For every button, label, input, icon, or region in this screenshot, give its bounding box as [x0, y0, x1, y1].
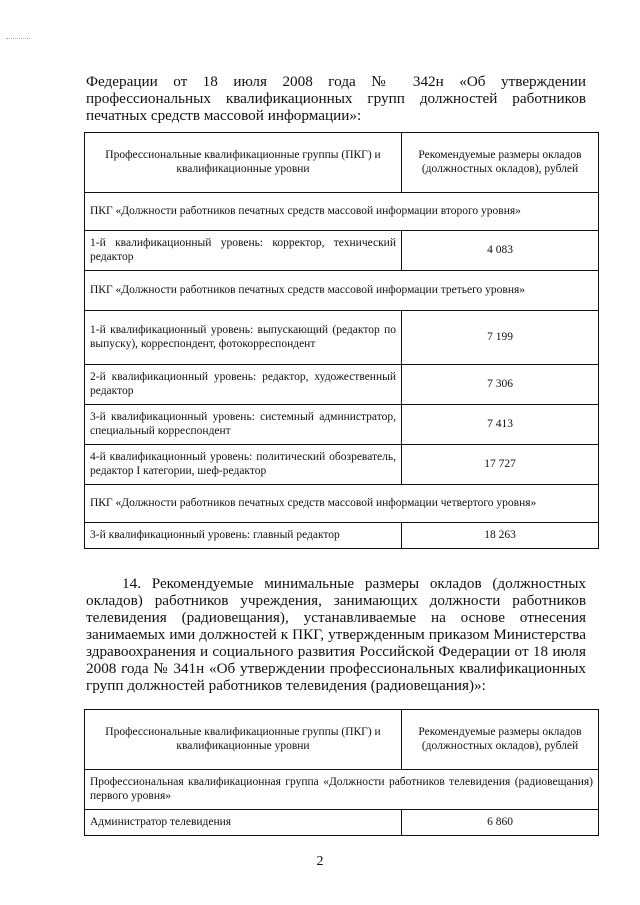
section-14-line: окладов) работников учреждения, занимающих должности работников: [86, 592, 586, 609]
group-label: ПКГ «Должности работников печатных средств массовой информации четвертого уровня»: [85, 485, 599, 523]
table-row: [85, 231, 599, 271]
level-label: 2-й квалификационный уровень: редактор, художественный редактор: [85, 365, 402, 405]
table-header-row: [85, 710, 599, 770]
table-row: [85, 365, 599, 405]
salary-table-print-media: [84, 132, 599, 549]
level-label: 4-й квалификационный уровень: политический обозреватель, редактор I категории, шеф-редактор: [85, 445, 402, 485]
table-group-row: [85, 271, 599, 311]
salary-value: 18 263: [402, 523, 599, 549]
salary-value: 17 727: [402, 445, 599, 485]
group-label: ПКГ «Должности работников печатных средств массовой информации второго уровня»: [85, 193, 599, 231]
section-14-line: телевидения (радиовещания), устанавливаемые на основе отнесения: [86, 609, 586, 626]
header-salary: Рекомендуемые размеры окладов (должностных окладов), рублей: [402, 133, 599, 193]
header-salary: Рекомендуемые размеры окладов (должностных окладов), рублей: [402, 710, 599, 770]
group-label: Профессиональная квалификационная группа «Должности работников телевидения (радиовещания) первого уровня»: [85, 770, 599, 810]
level-label: 1-й квалификационный уровень: выпускающий (редактор по выпуску), корреспондент, фотокорреспондент: [85, 311, 402, 365]
table-group-row: [85, 770, 599, 810]
table-row: [85, 810, 599, 836]
level-label: Администратор телевидения: [85, 810, 402, 836]
table-row: [85, 445, 599, 485]
section-14-line: 2008 года № 341н «Об утверждении профессиональных квалификационных: [86, 660, 586, 677]
salary-value: 7 306: [402, 365, 599, 405]
section-14-line: занимаемых ими должностей к ПКГ, утвержденным приказом Министерства: [86, 626, 586, 643]
salary-value: 7 199: [402, 311, 599, 365]
header-groups: Профессиональные квалификационные группы (ПКГ) и квалификационные уровни: [85, 710, 402, 770]
section-14-line: групп должностей работников телевидения (радиовещания)»:: [86, 677, 486, 694]
section-14-line: здравоохранения и социального развития Российской Федерации от 18 июля: [86, 643, 586, 660]
table-group-row: [85, 485, 599, 523]
section-14-paragraph: [86, 575, 586, 694]
section-14-line: 14. Рекомендуемые минимальные размеры окладов (должностных: [122, 575, 586, 592]
table-header-row: [85, 133, 599, 193]
salary-value: 7 413: [402, 405, 599, 445]
salary-table-television: [84, 709, 599, 836]
intro-paragraph: [86, 73, 586, 124]
intro-line: профессиональных квалификационных групп должностей работников: [86, 90, 586, 107]
level-label: 3-й квалификационный уровень: системный администратор, специальный корреспондент: [85, 405, 402, 445]
table-row: [85, 405, 599, 445]
intro-line: печатных средств массовой информации»:: [86, 107, 362, 124]
header-groups: Профессиональные квалификационные группы (ПКГ) и квалификационные уровни: [85, 133, 402, 193]
salary-value: 6 860: [402, 810, 599, 836]
table-group-row: [85, 193, 599, 231]
intro-line: Федерации от 18 июля 2008 года № 342н «Об утверждении: [86, 73, 586, 90]
table-row: [85, 311, 599, 365]
table-row: [85, 523, 599, 549]
salary-value: 4 083: [402, 231, 599, 271]
group-label: ПКГ «Должности работников печатных средств массовой информации третьего уровня»: [85, 271, 599, 311]
page-number: 2: [316, 854, 324, 869]
level-label: 3-й квалификационный уровень: главный редактор: [85, 523, 402, 549]
level-label: 1-й квалификационный уровень: корректор, технический редактор: [85, 231, 402, 271]
scan-artifact: [6, 38, 30, 45]
